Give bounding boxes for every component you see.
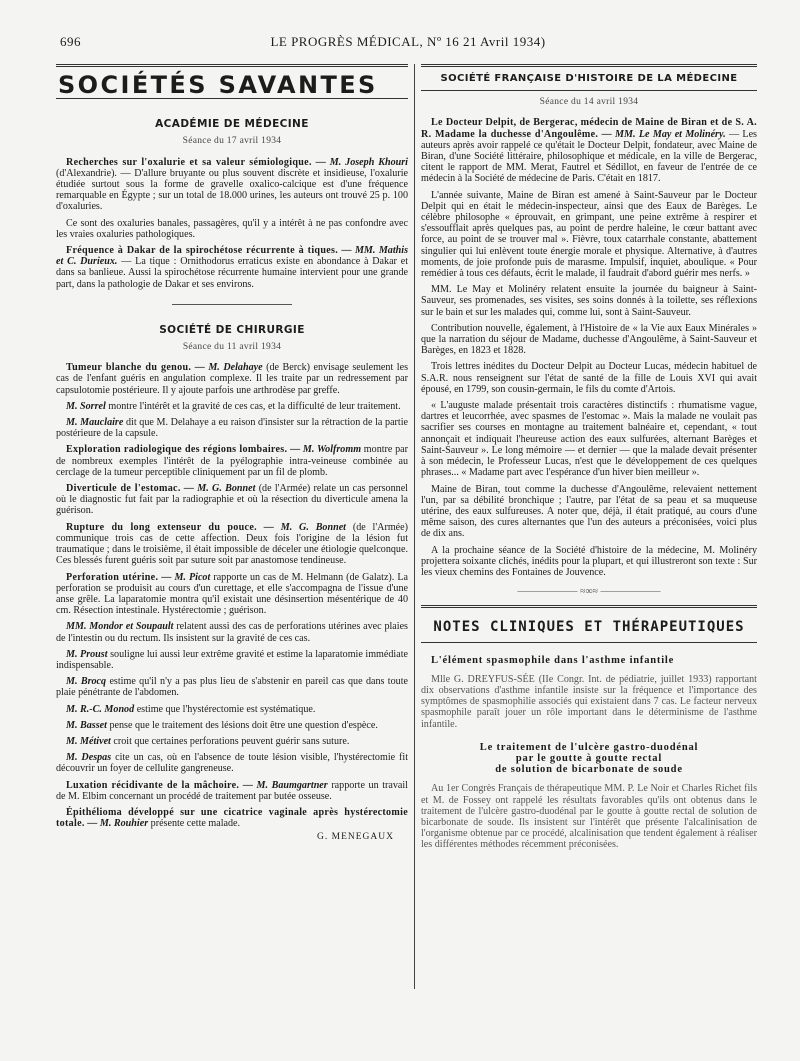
- article-text: croit que certaines perforations peuvent guérir sans suture.: [113, 735, 350, 747]
- article-text: souligne lui aussi leur extrême gravité et estime la laparatomie immédiate indispensable.: [56, 648, 408, 671]
- article: [56, 720, 408, 731]
- article-author: M. R.-C. Monod: [66, 703, 135, 715]
- article-text: pense que le traitement des lésions doit être une question d'espèce.: [109, 719, 378, 731]
- article-title: Le Docteur Delpit, de Bergerac, médecin de Maine de Biran et de S. A. R. Madame la duchesse d'Angoulême.: [421, 117, 757, 140]
- notes-rule: [421, 605, 757, 608]
- article-text: (d'Alexandrie). — D'allure bruyante ou plus souvent discrète et insidieuse, l'oxalurie étudiée surtout sous la forme de gravelle oxalico-calcique est d'une fréquence remarquable en Égypte ; sur un total de 18.000 urines, les auteurs ont trouvé 25 p. 100 d'oxaluries.: [56, 167, 408, 213]
- article-author: M. Mauclaire: [66, 417, 124, 429]
- note-text: Au 1er Congrès Français de thérapeutique MM. P. Le Noir et Charles Richet fils et M. de Fossey ont rappelé les résultats favorables qu'ils ont obtenus dans le traitement de l'ulcère gastro-duodénal par le goutte à goutte rectal de solution de bicarbonate de soude. Ils insistent sur l'intérêt que présente l'alcalinisation de l'organisme obtenue par ce procédé, alcalinisation que tendent également à réaliser les différentes méthodes récemment préconisées.: [421, 783, 757, 851]
- article-title: Rupture du long extenseur du pouce.: [66, 521, 257, 533]
- article-author: — M. Picot: [161, 571, 211, 583]
- separator: [172, 304, 292, 305]
- note-text: Mlle G. DREYFUS-SÉE (IIe Congr. Int. de pédiatrie, juillet 1933) rapportant dix observations d'asthme infantile insiste sur la fréquence et l'importance des symptômes de spasmophilie associés qui existaient dans 7 cas. Le facteur nerveux spasmophile paraît jouer un rôle important dans le déterminisme de l'asthme infantile.: [421, 673, 757, 730]
- article: [56, 157, 408, 213]
- article-author: — MM. Mathis et C. Durieux.: [56, 245, 408, 268]
- article-author: M. Basset: [66, 719, 107, 731]
- article-title: Diverticule de l'estomac.: [66, 483, 181, 495]
- article-title: Épithélioma développé sur une cicatrice vaginale après hystérectomie totale.: [56, 806, 408, 830]
- article: [56, 483, 408, 517]
- article-author: MM. Mondor et Soupault: [66, 621, 174, 633]
- notes-title: NOTES CLINIQUES ET THÉRAPEUTIQUES: [433, 619, 745, 636]
- section-title-chirurgie: SOCIÉTÉ DE CHIRURGIE: [159, 323, 305, 336]
- left-column: [56, 64, 408, 844]
- page-title: SOCIÉTÉS SAVANTES: [58, 71, 378, 99]
- article-text: — La tique : Ornithodorus erraticus existe en abondance à Dakar et dans sa banlieue. Aussi la spirochétose récurrente humaine intervient pour une grande part, dans la pathologie de Dakar et ses environs.: [56, 256, 409, 290]
- article: [56, 704, 408, 715]
- paragraph: MM. Le May et Molinéry relatent ensuite la journée du baigneur à Saint-Sauveur, ses promenades, ses visites, ses soins donnés à la toilette, ses réflexions sur le bain et sur les malades qui, comme lui, sont à Saint-Sauveur.: [421, 284, 757, 318]
- seance-date: Séance du 14 avril 1934: [539, 97, 639, 108]
- article-author: — M. Delahaye: [194, 362, 263, 374]
- article: [56, 401, 408, 412]
- article-author: — MM. Le May et Molinéry.: [601, 128, 726, 140]
- seance-date: Séance du 11 avril 1934: [182, 342, 282, 353]
- article: [56, 736, 408, 747]
- article-text: estime que l'hystérectomie est systématique.: [136, 703, 316, 715]
- article: [421, 117, 757, 184]
- article-text: rapporte un cas de M. Helmann (de Galatz). La perforation se produisit au cours d'un curettage, et elle s'accompagna de l'issue d'une anse grêle. La laparatomie montra qu'il existait une désinsertion mésentérique de 40 cm. Résection intestinale. Hystérectomie ; guérison.: [56, 571, 408, 617]
- article-author: — M. G. Bonnet: [183, 483, 256, 495]
- note-title: par le goutte à goutte rectal: [515, 752, 663, 764]
- chirurgie-articles: [56, 362, 408, 829]
- article-title: Luxation récidivante de la mâchoire.: [66, 779, 240, 791]
- paragraph: L'année suivante, Maine de Biran est amené à Saint-Sauveur par le Docteur Delpit qui en était le médecin-inspecteur, ainsi que des Eaux de Barèges. Le célèbre philosophe « éprouvait, en grimpant, une peine extrême à respirer et s'essoufflait après quelques pas, au point de perdre haleine, le cœur battant avec force, au point de se trouver mal ». Fièvre, toux catarrhale constante, abattement singulier qui lui enlèvent toute énergie morale et physique. Alternative, à d'autres moments, de joie profonde puis de marasme. Impulsif, inquiet, aboulique. « Pour remédier à tous ces défauts, écrit le malade, il faudrait d'abord guérir mes nerfs. »: [421, 189, 757, 280]
- article-text: estime qu'il n'y a pas plus lieu de s'abstenir en pareil cas que dans toute plaie pénétrante de l'abdomen.: [56, 676, 408, 699]
- article-author: M. Sorrel: [66, 400, 106, 412]
- article-text: montre par de nombreux exemples l'intérêt de la pyélographie intra-veineuse combinée au cerclage de la tumeur perceptible cliniquement par un fil de plomb.: [56, 444, 408, 478]
- article-author: — M. Rouhier: [87, 818, 149, 830]
- article: [56, 572, 408, 617]
- article: [56, 649, 408, 671]
- article-title: Fréquence à Dakar de la spirochétose récurrente à tiques.: [66, 245, 339, 257]
- page-header: [60, 34, 756, 54]
- article: [56, 807, 408, 829]
- article-title: Tumeur blanche du genou.: [66, 362, 192, 374]
- article-author: — M. G. Bonnet: [263, 521, 346, 533]
- notes-under-rule: [421, 642, 757, 643]
- top-rule: [56, 64, 408, 67]
- section-title-academie: ACADÉMIE DE MÉDECINE: [155, 118, 309, 131]
- ornament-divider: —————— ≈∞≈ ——————: [517, 586, 661, 598]
- article: [56, 444, 408, 478]
- note-title: de solution de bicarbonate de soude: [495, 764, 683, 776]
- section-rule: [421, 90, 757, 91]
- article-text: rapporte un travail de M. Elbim concernant un procédé de traitement par butée osseuse.: [56, 779, 408, 802]
- note-title: Le traitement de l'ulcère gastro-duodénal: [479, 741, 699, 753]
- paragraph: Ce sont des oxaluries banales, passagères, qu'il y a intérêt à ne pas confondre avec les vraies oxaluries pathologiques.: [56, 217, 408, 240]
- paragraph: Maine de Biran, tout comme la duchesse d'Angoulême, relevaient nettement l'un, par sa débilité bronchique ; l'autre, par l'état de sa peau et sa muqueuse utérine, des eaux sulfureuses. A noter que, déjà, il était pratiqué, au cours d'une même saison, des cures alternantes que l'un des auteurs a préconisées, voici plus de dix ans.: [421, 483, 757, 540]
- paragraph: Trois lettres inédites du Docteur Delpit au Docteur Lucas, médecin habituel de S.A.R. nous renseignent sur l'état de santé de la fille de Louis XVI qui avait épousé, en 1799, son cousin-germain, le fils du comte d'Artois.: [421, 361, 757, 395]
- seance-date: Séance du 17 avril 1934: [182, 136, 282, 147]
- paragraph: A la prochaine séance de la Société d'histoire de la médecine, M. Molinéry projettera soixante clichés, inédits pour la plupart, et qui illustreront son texte : Sur les vieux chemins des Fontaines de Jouvence.: [421, 544, 757, 578]
- article-author: M. Métivet: [66, 735, 111, 747]
- article-text: (de l'Armée) relate un cas personnel où le diagnostic fut fait par la radiographie et où la résection du diverticule amena la guérison.: [56, 483, 408, 517]
- page-number: 696: [60, 34, 81, 49]
- article: [56, 780, 408, 802]
- article-author: — M. Joseph Khouri: [315, 156, 408, 168]
- article: [56, 362, 408, 396]
- article: [56, 245, 408, 290]
- article-author: M. Brocq: [66, 676, 107, 688]
- article-text: relatent aussi des cas de perforations utérines avec plaies de l'intestin ou du rectum. Ils insistent sur la gravité de ces cas.: [56, 621, 408, 644]
- article-title: Recherches sur l'oxalurie et sa valeur sémiologique.: [66, 156, 312, 168]
- article: [56, 417, 408, 439]
- right-column: [421, 64, 757, 856]
- note-title: L'élément spasmophile dans l'asthme infantile: [431, 654, 675, 666]
- article-author: — M. Baumgartner: [242, 779, 328, 791]
- column-divider: [414, 64, 415, 989]
- article: [56, 676, 408, 698]
- article: [56, 752, 408, 774]
- article-author: M. Despas: [66, 752, 112, 764]
- article-text: — Les auteurs après avoir rappelé ce qu'était le Docteur Delpit, fondateur, avec Maine de Biran, d'une Société littéraire, philosophique et médicale, en la ville de Bergerac, citent le rapport de MM. Merat, Fautrel et Sédillot, en faveur de l'entrée de ce médecin à la Société de médecine de Paris. C'était en 1817.: [421, 128, 757, 185]
- article-text: cite un cas, où en l'absence de toute lésion visible, l'hystérectomie fit découvrir un foyer de cellulite gangreneuse.: [56, 752, 408, 775]
- article-text: (de Berck) envisage seulement les cas de l'enfant guéris en angulation complexe. Il les traite par un redressement par capsulotomie postérieure. Il y ajoute parfois une arthrodèse par greffe.: [56, 362, 408, 396]
- paragraph: « L'auguste malade présentait trois caractères distinctifs : rhumatisme vague, dartres et leucorrhée, avec spasmes de l'estomac ». Mais la malade ne voulait pas sacrifier ses courses en montagne au traitement balnéaire et, cependant, « tout annonçait et indiquait l'heureuse action des eaux sulfurées, alternant Barèges et Saint-Sauveur ». Le long mémoire — et dernier — que la malade devait présenter à son médecin, le Professeur Lucas, n'est que le développement de ces quelques phrases... « Madame part avec l'espérance d'un hiver bien meilleur ».: [421, 400, 757, 479]
- article-text: présente cette malade.: [150, 818, 241, 830]
- article-author: M. Proust: [66, 648, 108, 660]
- article-author: — M. Wolfromm: [290, 444, 362, 456]
- signature: G. MENEGAUX: [317, 832, 394, 843]
- article-text: (de l'Armée) communique trois cas de cette affection. Deux fois l'origine de la lésion fut traumatique ; dans le troisième, il était impossible de déceler une étiologie quelconque. Ces blessés furent guéris soit par suture soit par anastomose tendineuse.: [56, 521, 408, 567]
- article-text: dit que M. Delahaye a eu raison d'insister sur la rétraction de la partie postérieure de la capsule.: [56, 417, 408, 440]
- article-text: montre l'intérêt et la gravité de ces cas, et la difficulté de leur traitement.: [108, 400, 401, 412]
- article: [56, 522, 408, 567]
- paragraph: Contribution nouvelle, également, à l'Histoire de « la Vie aux Eaux Minérales » que la narration du séjour de Madame, duchesse d'Angoulême, à Saint-Sauveur et Barèges, en 1823 et 1828.: [421, 322, 757, 357]
- section-title-histoire: SOCIÉTÉ FRANÇAISE D'HISTOIRE DE LA MÉDECINE: [440, 73, 738, 84]
- article: [56, 621, 408, 643]
- top-rule: [421, 64, 757, 67]
- journal-title: LE PROGRÈS MÉDICAL, Nº 16 21 Avril 1934): [270, 34, 546, 49]
- article-title: Exploration radiologique des régions lombaires.: [66, 444, 288, 456]
- article-title: Perforation utérine.: [66, 571, 159, 583]
